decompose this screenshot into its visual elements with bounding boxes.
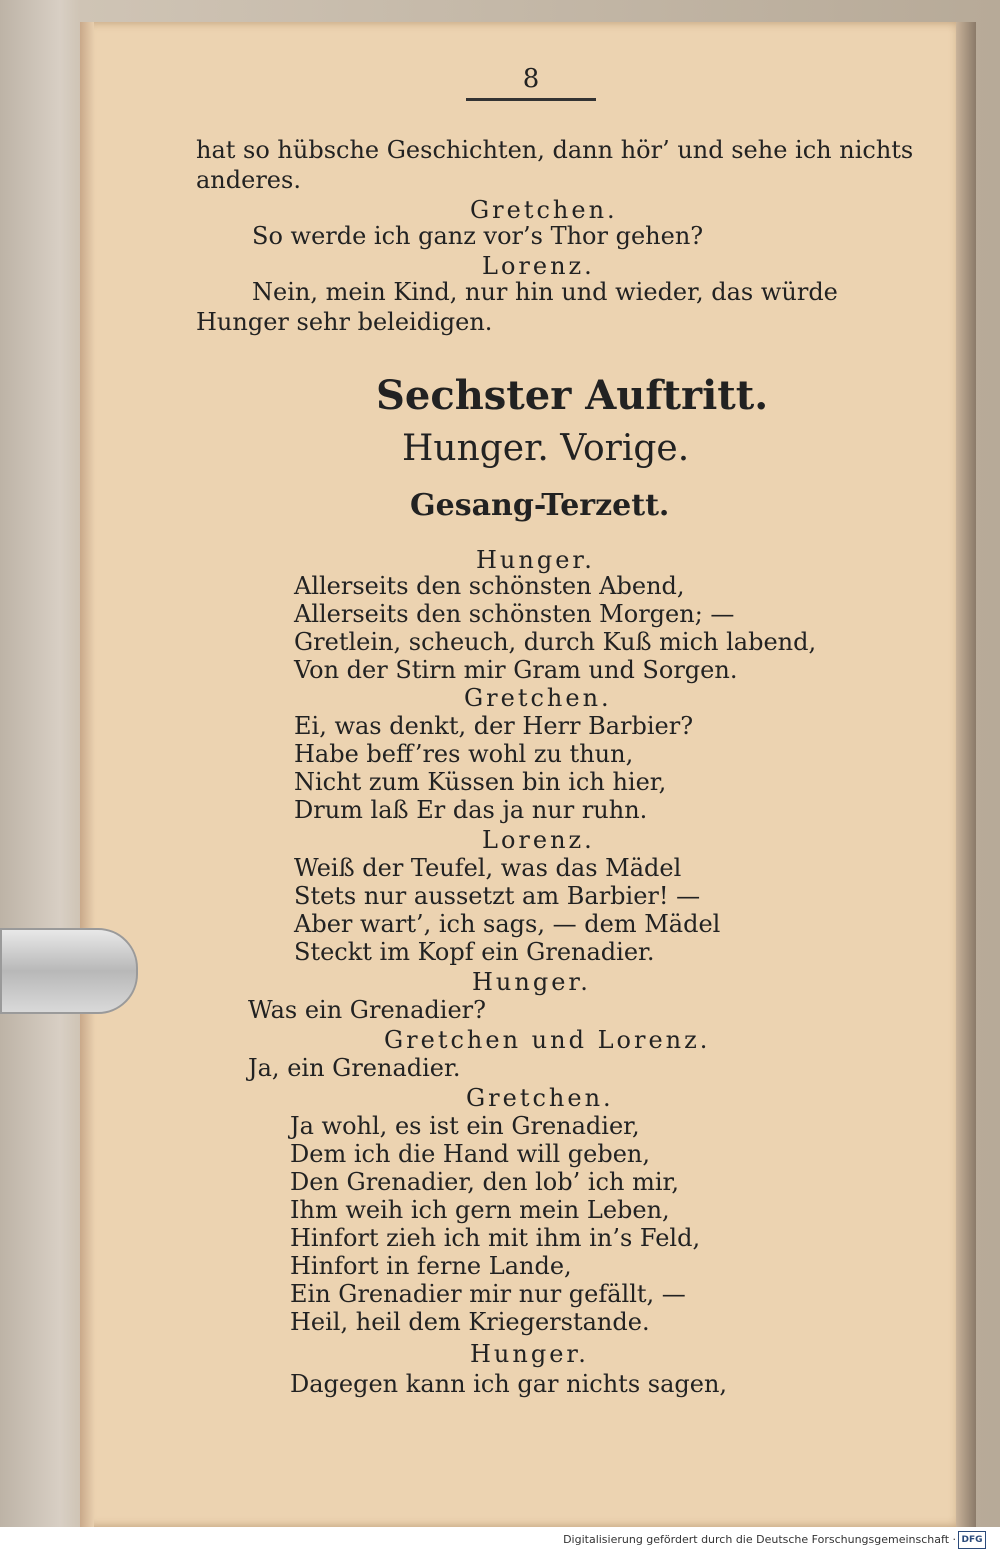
text-line: Habe beff’res wohl zu thun,	[294, 740, 634, 768]
speaker-name: Hunger.	[472, 968, 591, 996]
speaker-name: Gretchen.	[464, 684, 612, 712]
speaker-name: Hunger.	[470, 1340, 589, 1368]
paper-clip	[0, 928, 138, 1014]
text-line: Den Grenadier, den lob’ ich mir,	[290, 1168, 679, 1196]
funding-note: Digitalisierung gefördert durch die Deutsche Forschungsgemeinschaft ·	[563, 1533, 956, 1546]
text-line: Nicht zum Küssen bin ich hier,	[294, 768, 667, 796]
speaker-name: Gretchen.	[466, 1084, 614, 1112]
heading-line: Gesang-Terzett.	[410, 488, 670, 523]
text-line: Hinfort zieh ich mit ihm in’s Feld,	[290, 1224, 701, 1252]
heading-line: Sechster Auftritt.	[376, 372, 769, 419]
text-line: Dagegen kann ich gar nichts sagen,	[290, 1370, 728, 1398]
speaker-name: Gretchen und Lorenz.	[384, 1026, 711, 1054]
page-edge	[956, 22, 976, 1527]
text-line: anderes.	[196, 166, 301, 194]
speaker-name: Gretchen.	[470, 196, 618, 224]
speaker-name: Hunger.	[476, 546, 595, 574]
text-line: Weiß der Teufel, was das Mädel	[294, 854, 682, 882]
text-line: Gretlein, scheuch, durch Kuß mich labend,	[294, 628, 817, 656]
text-line: Aber wart’, ich sags, — dem Mädel	[294, 910, 721, 938]
text-line: Allerseits den schönsten Abend,	[294, 572, 685, 600]
text-line: Allerseits den schönsten Morgen; —	[294, 600, 735, 628]
text-line: Dem ich die Hand will geben,	[290, 1140, 651, 1168]
heading-line: Hunger. Vorige.	[402, 428, 690, 469]
text-line: Heil, heil dem Kriegerstande.	[290, 1308, 650, 1336]
text-line: Ei, was denkt, der Herr Barbier?	[294, 712, 694, 740]
dfg-logo: DFG	[958, 1531, 986, 1549]
text-line: Nein, mein Kind, nur hin und wieder, das würde	[252, 278, 838, 306]
text-line: Was ein Grenadier?	[248, 996, 486, 1024]
text-line: Stets nur aussetzt am Barbier! —	[294, 882, 701, 910]
text-line: Ja, ein Grenadier.	[248, 1054, 461, 1082]
text-line: Drum laß Er das ja nur ruhn.	[294, 796, 648, 824]
text-line: So werde ich ganz vor’s Thor gehen?	[252, 222, 704, 250]
speaker-name: Lorenz.	[482, 826, 595, 854]
text-line: Ja wohl, es ist ein Grenadier,	[290, 1112, 640, 1140]
text-line: hat so hübsche Geschichten, dann hör’ und sehe ich nichts	[196, 136, 914, 164]
text-line: Steckt im Kopf ein Grenadier.	[294, 938, 655, 966]
text-line: Ein Grenadier mir nur gefällt, —	[290, 1280, 686, 1308]
page-number: 8	[466, 64, 596, 101]
speaker-name: Lorenz.	[482, 252, 595, 280]
text-line: Hunger sehr beleidigen.	[196, 308, 493, 336]
text-line: Ihm weih ich gern mein Leben,	[290, 1196, 670, 1224]
text-line: Hinfort in ferne Lande,	[290, 1252, 572, 1280]
text-line: Von der Stirn mir Gram und Sorgen.	[294, 656, 738, 684]
